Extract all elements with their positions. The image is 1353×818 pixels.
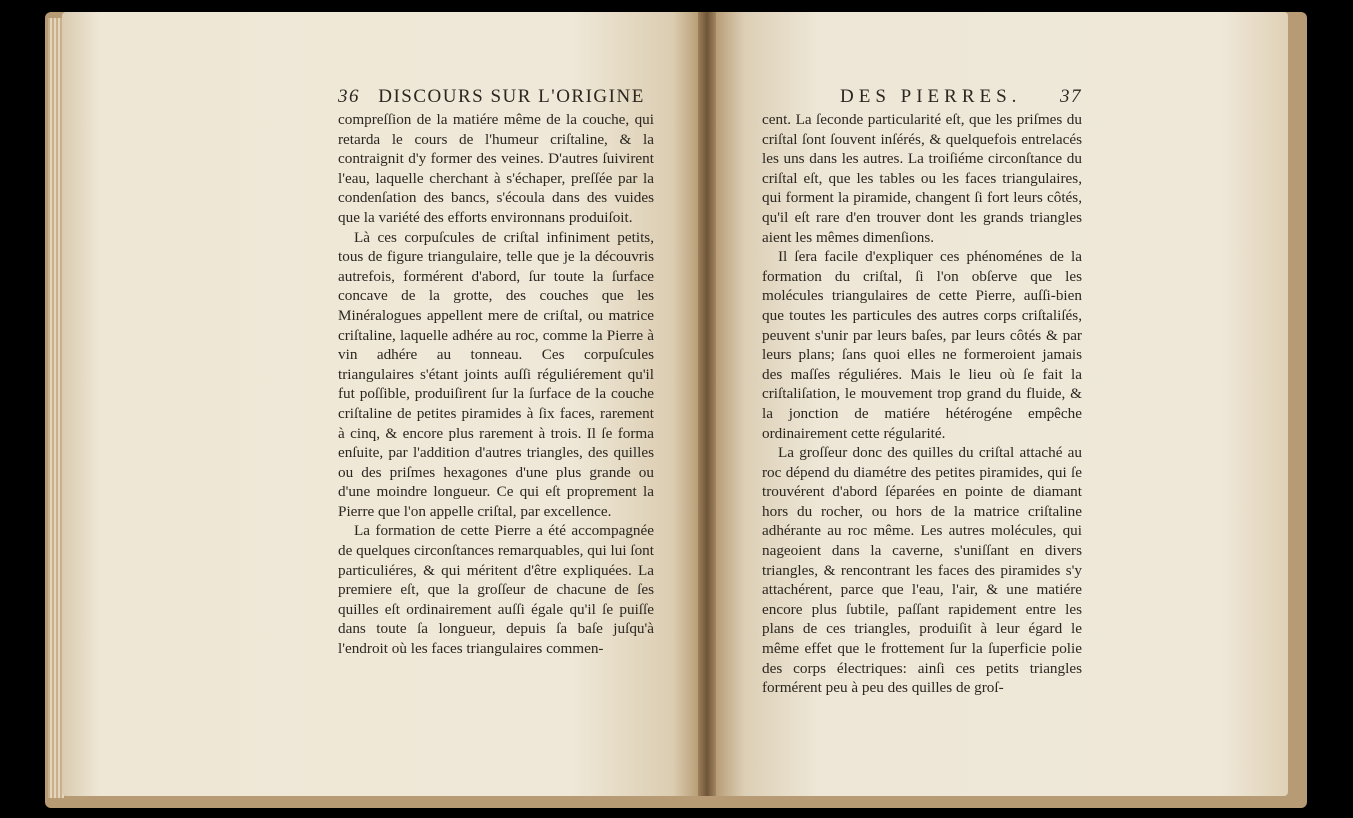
book-gutter [698,12,716,796]
left-running-head: DISCOURS SUR L'ORIGINE [378,86,645,107]
paragraph: La formation de cette Pierre a été accompagnée de quelques circonſtances remarquables, qui lui ſont particuliéres, & qui méritent d'être expliquées. La premiere eſt, que la groſſeur de chacune de ſes quilles eſt ordinairement auſſi égale qu'il ſe puiſſe dans toute ſa longueur, depuis ſa baſe juſqu'à l'endroit où les faces triangulaires commen- [338,522,654,658]
left-page-text [338,110,654,659]
paragraph: Là ces corpuſcules de criſtal infiniment petits, tous de figure triangulaire, telle que je la découvris autrefois, formérent d'abord, ſur toute la ſurface concave de la grotte, des couches que les Minéralogues appellent mere de criſtal, ou matrice criſtaline, laquelle adhére au roc, comme la Pierre à vin adhére au tonneau. Ces corpuſcules triangulaires s'étant joints auſſi réguliérement qu'il fut poſſible, produiſirent ſur la ſurface de la couche criſtaline de petites piramides à ſix faces, rarement à cinq, & encore plus rarement à trois. Il ſe forma enſuite, par l'addition d'autres triangles, des quilles ou des priſmes hexagones d'une plus grande ou d'une moindre longueur. Ce qui eſt proprement la Pierre que l'on appelle criſtal, par excellence. [338,228,654,520]
right-page-header [840,86,1082,108]
left-page-header [338,86,645,108]
right-page-text [762,110,1082,698]
paragraph: compreſſion de la matiére même de la couche, qui retarda le cours de l'humeur criſtaline, & la contraignit d'y former des veines. D'autres ſuivirent l'eau, laquelle cherchant à s'échaper, preſſée par la condenſation des bancs, s'écoula dans des vuides que la variété des efforts environnans produiſoit. [338,111,654,226]
right-page-number: 37 [1060,86,1082,107]
paragraph: cent. La ſeconde particularité eſt, que les priſmes du criſtal ſont ſouvent inſérés, & quelquefois entrelacés les uns dans les autres. La troiſiéme circonſtance du criſtal eſt, que les tables ou les faces triangulaires, qui forment la piramide, changent ſi fort leurs côtés, qu'il eſt rare d'en trouver dont les grands triangles aient les mêmes dimenſions. [762,111,1082,246]
paragraph: Il ſera facile d'expliquer ces phénoménes de la formation du criſtal, ſi l'on obſerve que les molécules triangulaires de cette Pierre, auſſi-bien que toutes les particules des autres corps criſtaliſés, peuvent s'unir par leurs baſes, par leurs côtés & par leurs plans; ſans quoi elles ne formeroient jamais des maſſes réguliéres. Mais le lieu où ſe fait la criſtaliſation, le mouvement trop grand du fluide, & la jonction de matiére hétérogéne empêche ordinairement cette régularité. [762,248,1082,442]
left-page-number: 36 [338,86,360,107]
paragraph: La groſſeur donc des quilles du criſtal attaché au roc dépend du diamétre des petites piramides, qui ſe trouvérent d'abord ſéparées en pointe de diamant hors du rocher, ou hors de la matrice criſtaline adhérante au roc même. Les autres molécules, qui nageoient dans la caverne, s'uniſſant en divers triangles, & rencontrant les faces des piramides s'y attachérent, parce que l'eau, l'air, & une matiére encore plus ſubtile, paſſant rapidement entre les plans de ces triangles, produiſit à leur égard le même effet que le frottement ſur la ſuperficie polie des corps électriques: ainſi ces petits triangles formérent peu à peu des quilles de groſ- [762,444,1082,697]
right-running-head: DES PIERRES. [840,86,1022,107]
